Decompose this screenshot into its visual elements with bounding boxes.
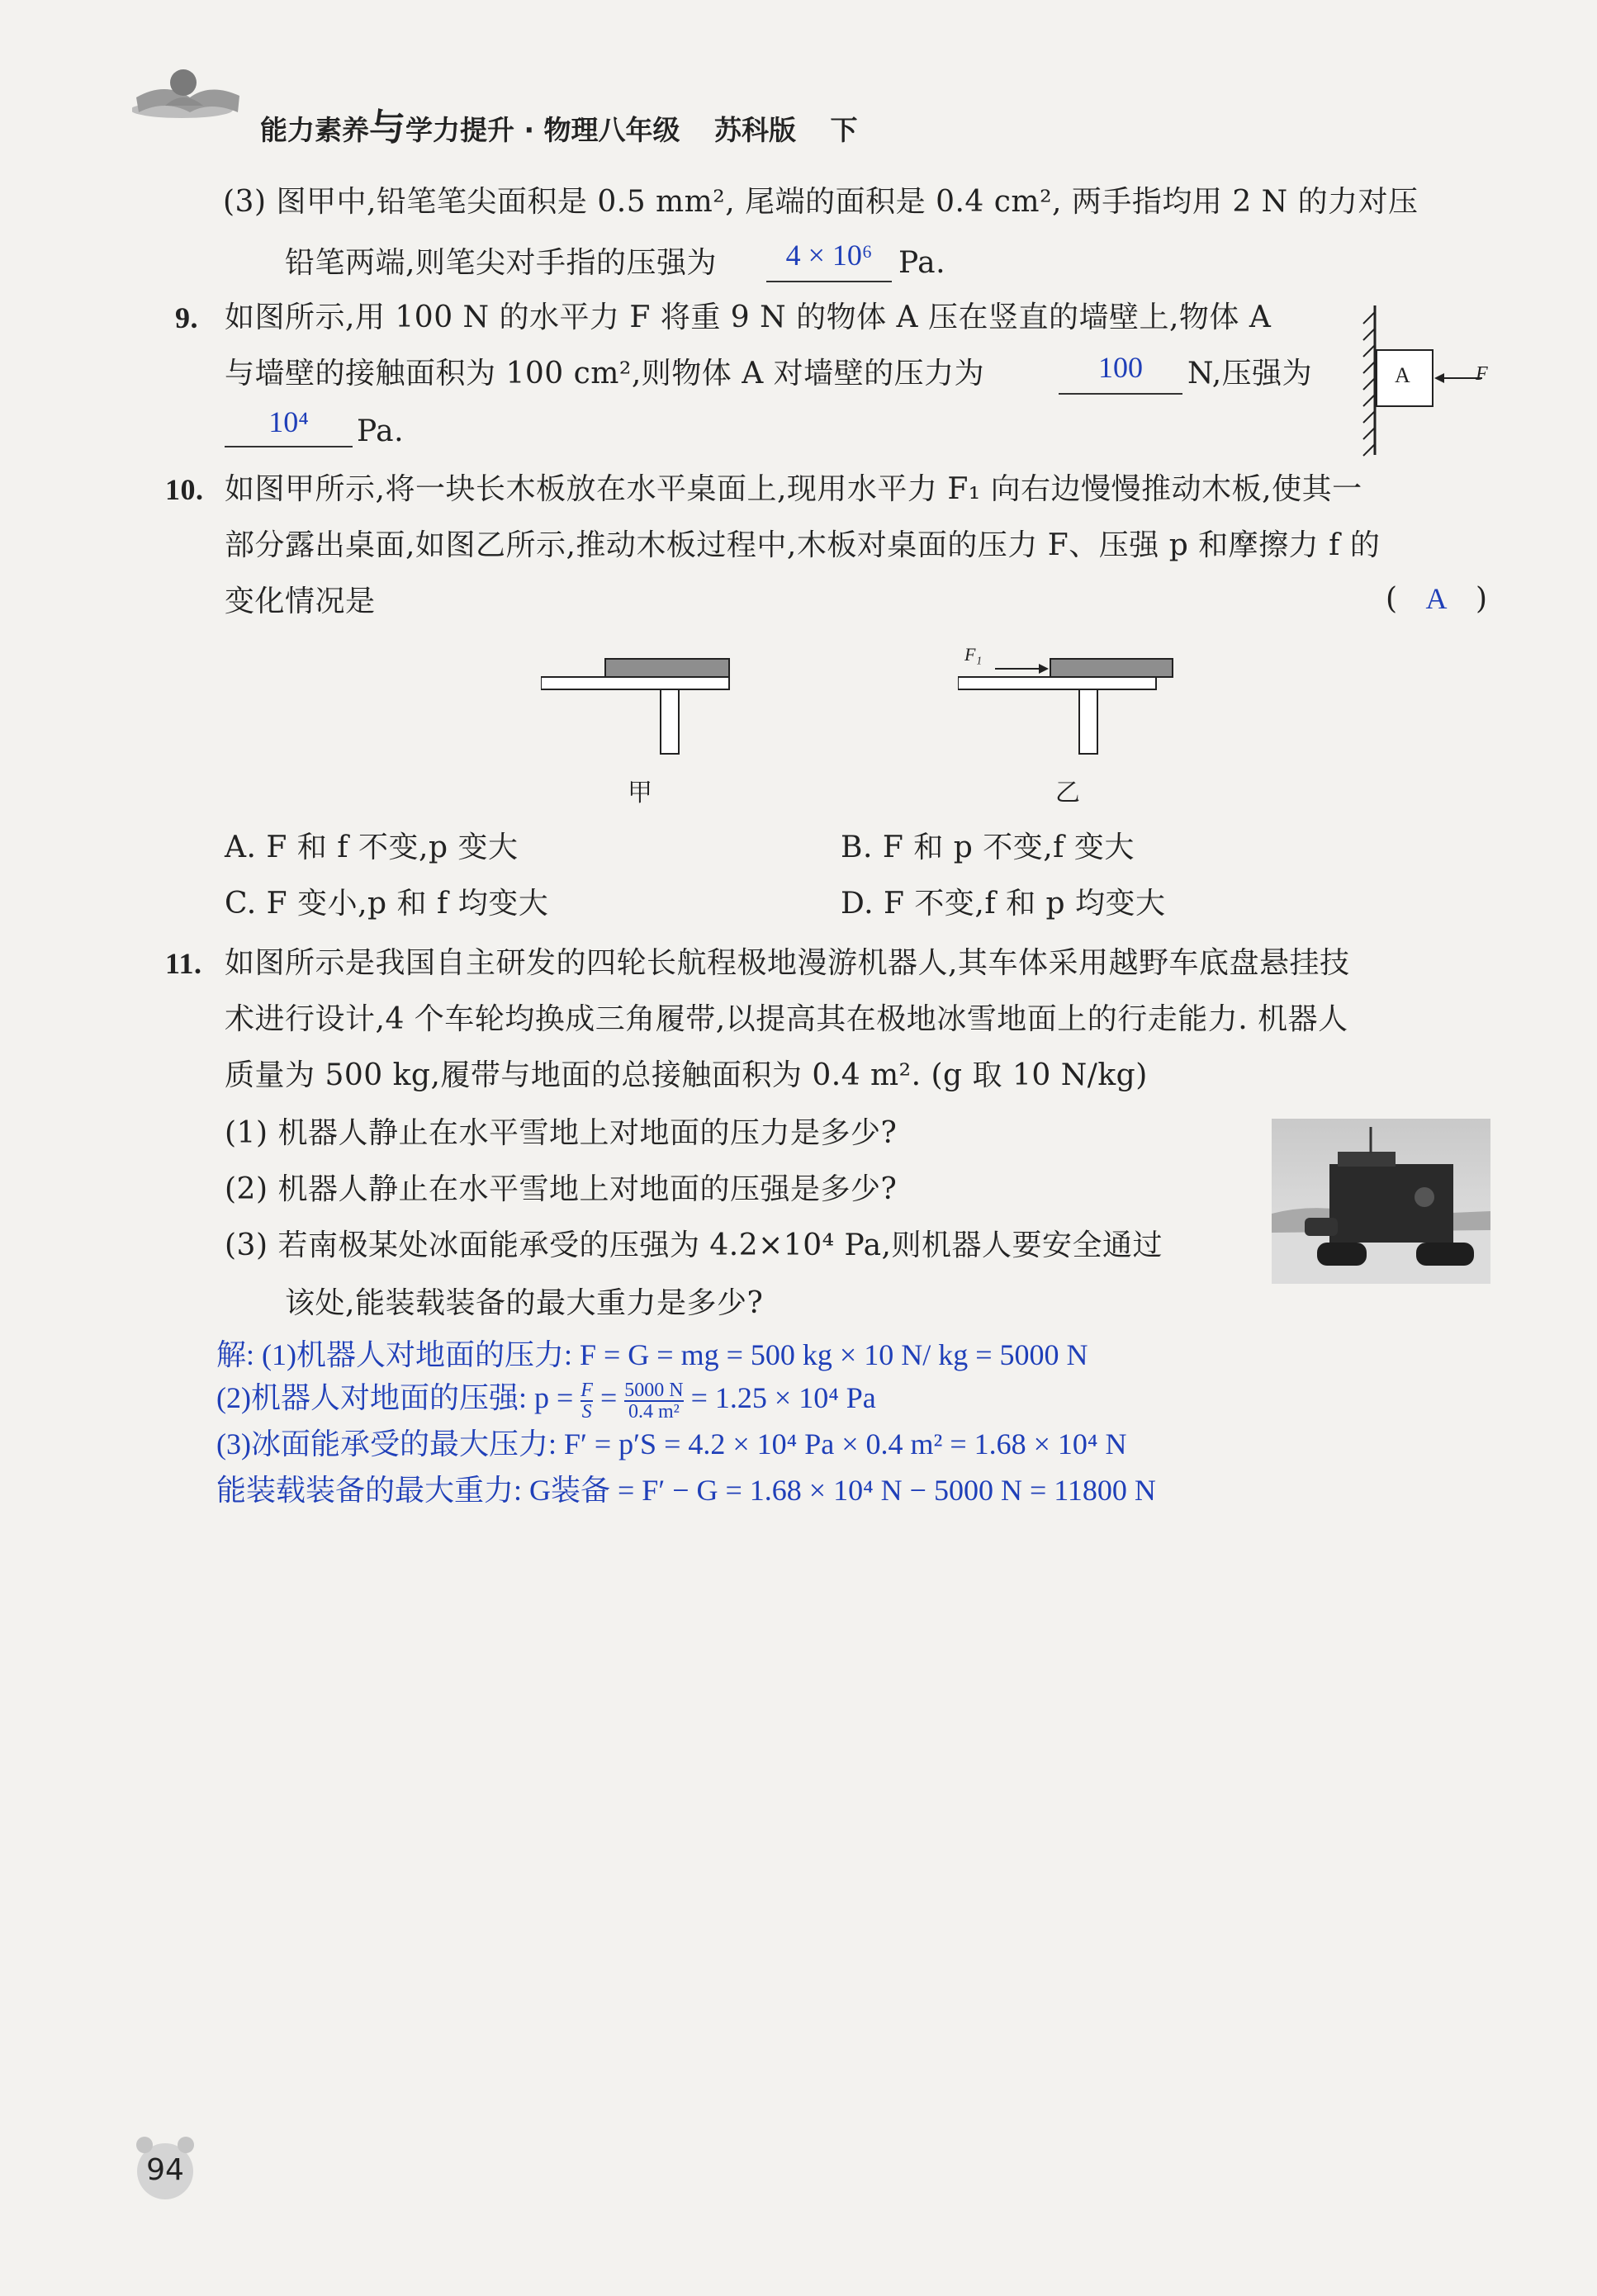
robot-photo [1272,1119,1490,1284]
q11-line3: 质量为 500 kg,履带与地面的总接触面积为 0.4 m². (g 取 10 N/kg) [225,1058,1148,1092]
q11-line2: 术进行设计,4 个车轮均换成三角履带,以提高其在极地冰雪地面上的行走能力. 机器人 [225,1002,1348,1036]
page-number: 94 [146,2153,184,2187]
q9-line2-post: N,压强为 [1187,357,1313,391]
solution-line2: (2)机器人对地面的压强: p = $\frac{F}{S}$ = $\frac{5000 N}{\text{0.4 m²}}$ = 1.25 × 10⁴ Pa [216,1379,876,1423]
q10-option-d: D. F 不变,f 和 p 均变大 [841,887,1166,921]
q10-fig-yi-label: 乙 [1055,779,1081,807]
q9-answer1: 100 [1098,351,1143,384]
q9-answer2-blank [225,446,353,447]
q9-number: 9. [175,301,198,334]
solution-line1: 解: (1)机器人对地面的压力: F = G = mg = 500 kg × 10 N/ kg = 5000 N [216,1338,1088,1371]
q9-answer1-blank [1059,393,1182,395]
q11-line1: 如图所示是我国自主研发的四轮长航程极地漫游机器人,其车体采用越野车底盘悬挂技 [225,946,1350,980]
polar-robot-image [1272,1119,1490,1284]
q8-3-unit: Pa. [898,246,946,280]
q10-line1: 如图甲所示,将一块长木板放在水平桌面上,现用水平力 F₁ 向右边慢慢推动木板,使其一 [225,472,1362,506]
q10-fig-force-label: F₁ [964,644,983,665]
q8-3-text2: 铅笔两端,则笔尖对手指的压强为 [285,246,717,280]
q10-line2: 部分露出桌面,如图乙所示,推动木板过程中,木板对桌面的压力 F、压强 p 和摩擦力 f 的 [225,528,1381,562]
page-number-badge [128,2130,202,2204]
q11-sub1: (1) 机器人静止在水平雪地上对地面的压力是多少? [225,1116,898,1150]
q8-3-answer-blank [766,281,892,282]
header-title-a: 能力素养 [260,114,369,146]
header-volume: 下 [830,114,858,146]
q8-3-line2 [285,244,717,282]
header-edition: 苏科版 [714,114,797,146]
q10-answer-bracket: ( A ) [1386,582,1488,616]
wall-hatch [1363,312,1375,456]
q9-fig-force-label: F [1476,363,1488,385]
q8-3-line1 [223,183,1419,221]
q11-number: 11. [165,947,202,980]
header-title [260,97,858,150]
q10-option-a: A. F 和 f 不变,p 变大 [225,831,519,864]
solution-line3: (3)冰面能承受的最大压力: F′ = p′S = 4.2 × 10⁴ Pa × 0.4 m² = 1.68 × 10⁴ N [216,1427,1127,1460]
q9-answer2: 10⁴ [268,405,309,438]
q8-3-answer: 4 × 10⁶ [785,239,873,272]
q11-sub2: (2) 机器人静止在水平雪地上对地面的压强是多少? [225,1172,898,1206]
q10-number: 10. [165,473,204,506]
fraction-f-over-s: $\frac{F}{S}$ [581,1379,593,1423]
q10-line3: 变化情况是 [225,585,376,618]
q9-fig-block-label: A [1395,363,1410,387]
q8-3-label: (3) [223,185,267,219]
q11-sub3-line2: 该处,能装载装备的最大重力是多少? [285,1286,764,1320]
q10-fig-jia-label: 甲 [628,779,653,807]
solution-line4: 能装载装备的最大重力: G装备 = F′ − G = 1.68 × 10⁴ N − 5000 N = 11800 N [216,1474,1156,1507]
q10-answer: A [1425,582,1448,615]
q10-option-c: C. F 变小,p 和 f 均变大 [225,887,549,921]
q11-sub3-line1: (3) 若南极某处冰面能承受的压强为 4.2×10⁴ Pa,则机器人要安全通过 [225,1228,1163,1262]
fraction-values: $\frac{5000 N}{\text{0.4 m²}}$ [624,1379,684,1423]
header-title-yu: 与 [369,107,405,149]
q9-line2-pre: 与墙壁的接触面积为 100 cm²,则物体 A 对墙壁的压力为 [225,357,985,391]
q10-option-b: B. F 和 p 不变,f 变大 [841,831,1135,864]
q9-figure [1358,304,1490,457]
q8-3-text1: 图甲中,铅笔笔尖面积是 0.5 mm², 尾端的面积是 0.4 cm², 两手指均用 2 N 的力对压 [276,185,1419,219]
q9-line3-post: Pa. [357,414,405,448]
q9-line1: 如图所示,用 100 N 的水平力 F 将重 9 N 的物体 A 压在竖直的墙壁上,物体 A [225,301,1272,334]
header-logo [132,64,244,122]
header-title-b: 学力提升 · 物理八年级 [405,114,680,146]
reader-logo-icon [132,64,244,122]
